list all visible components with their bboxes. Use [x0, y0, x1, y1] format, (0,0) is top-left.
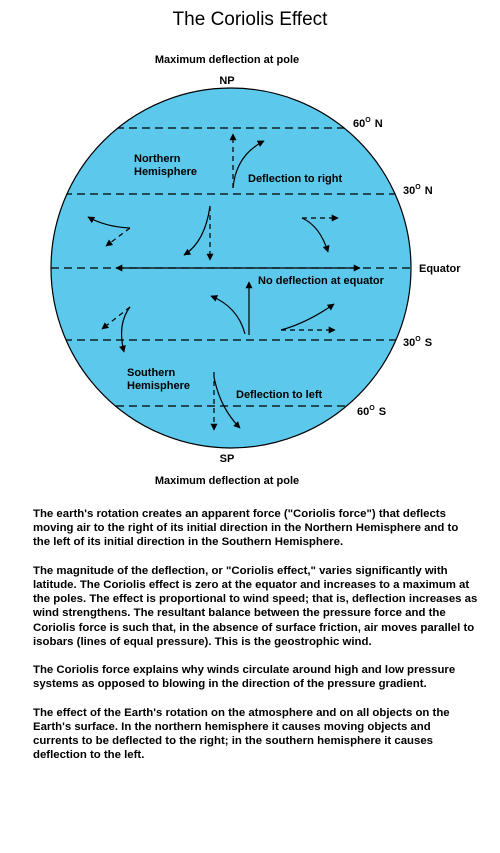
lat-60s-label: $60^O$ S: [357, 405, 387, 418]
deflection-left-label: Deflection to left: [236, 389, 323, 401]
north-pole-label: NP: [219, 75, 235, 87]
paragraph-1: The earth's rotation creates an apparent force ("Coriolis force") that deflects moving air to the right of its initial direction in the Northern Hemisphere and to the left of its initial direction in the Southern Hemisphere.: [33, 508, 459, 549]
equator-label: Equator: [419, 263, 461, 275]
lat-30n-label: $30^O$ N: [403, 184, 433, 197]
no-deflection-label: No deflection at equator: [258, 275, 384, 287]
lat-30s-label: $30^O$ S: [403, 336, 433, 349]
south-pole-label: SP: [219, 453, 235, 465]
page-title: The Coriolis Effect: [172, 9, 328, 30]
paragraph-2: The magnitude of the deflection, or "Coriolis effect," varies significantly with latitude. The Coriolis effect is zero at the equator and increases to a maximum at the poles. The effect is proportional to wind speed; that is, deflection increases as wind strengthens. The resultant balance between the pressure force and the Coriolis force is such that, in the absence of surface friction, air moves parallel to isobars (lines of equal pressure). This is the geostrophic wind.: [33, 564, 478, 648]
deflection-right-label: Deflection to right: [248, 173, 343, 185]
northern-hemisphere-label-1: Northern: [134, 153, 181, 165]
lat-60n-label: $60^O$ N: [353, 117, 383, 130]
paragraph-3: The Coriolis force explains why winds circulate around high and low pressure systems as opposed to blowing in the direction of the pressure gradient.: [33, 664, 456, 691]
coriolis-diagram: [0, 42, 500, 490]
bottom-caption: Maximum deflection at pole: [154, 475, 300, 487]
southern-hemisphere-label-1: Southern: [127, 367, 176, 379]
top-caption: Maximum deflection at pole: [154, 54, 300, 66]
description-text: [33, 507, 478, 777]
paragraph-4: The effect of the Earth's rotation on the atmosphere and on all objects on the Earth's surface. In the northern hemisphere it causes moving objects and currents to be deflected to the right; in the southern hemisphere it causes deflection to the left.: [33, 706, 450, 762]
southern-hemisphere-label-2: Hemisphere: [127, 380, 190, 392]
northern-hemisphere-label-2: Hemisphere: [134, 166, 197, 178]
